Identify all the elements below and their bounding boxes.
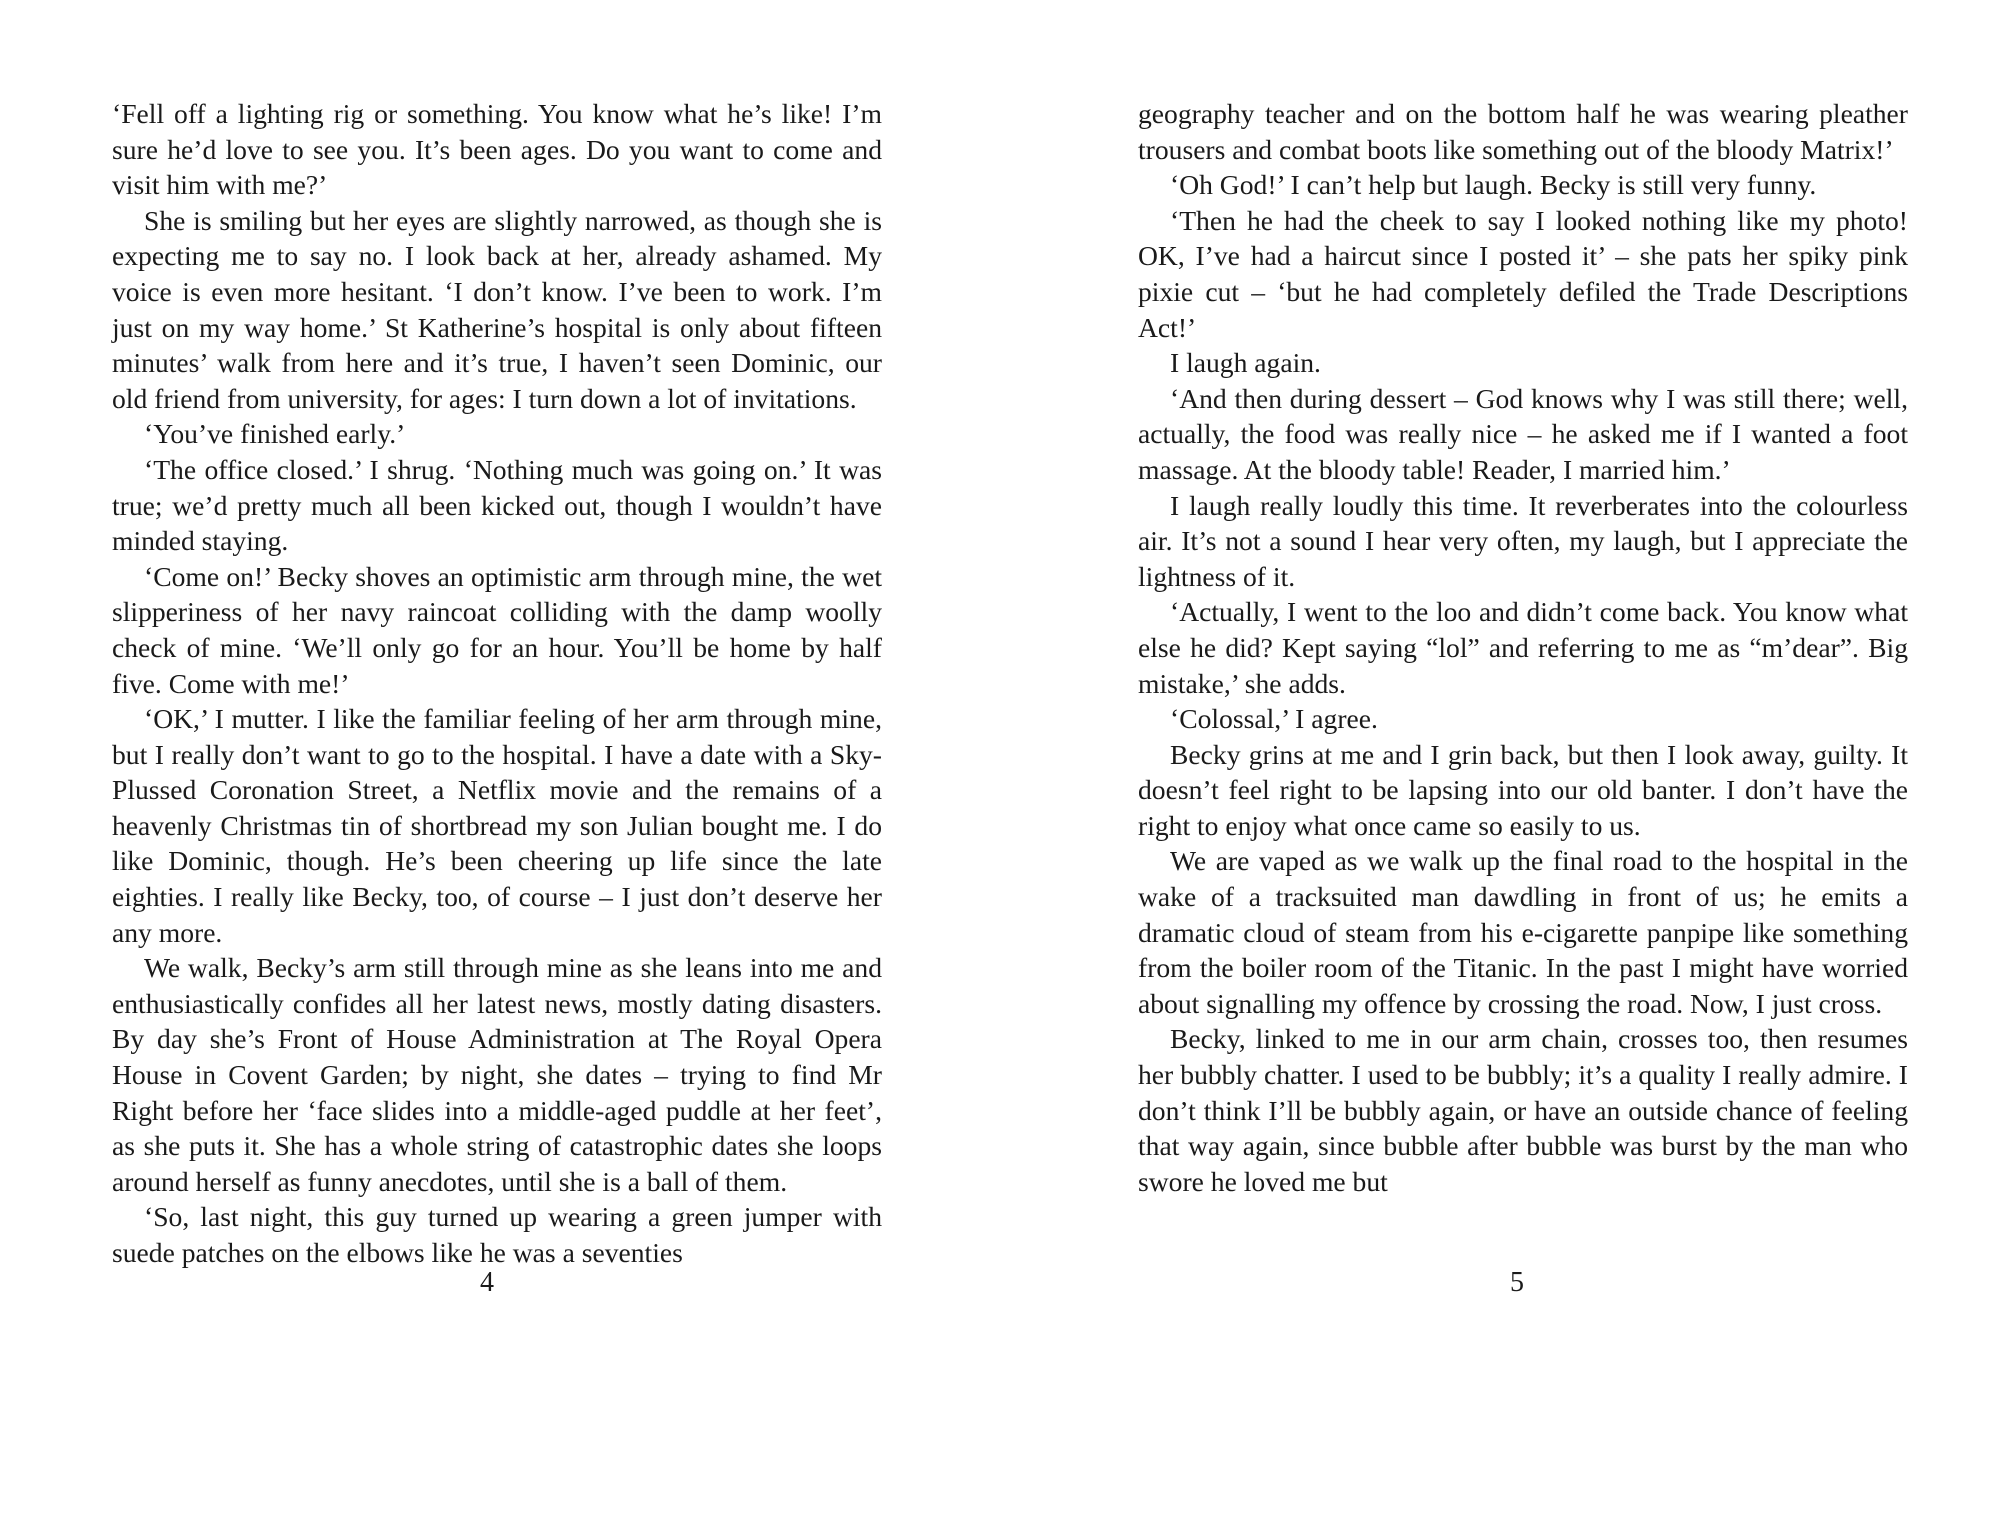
paragraph: ‘So, last night, this guy turned up wearing a green jumper with suede patches on the elbows like he was a seventies xyxy=(112,1201,882,1268)
paragraph: She is smiling but her eyes are slightly narrowed, as though she is expecting me to say no. I look back at her, already ashamed. My voice is even more hesitant. ‘I don’t know. I’ve been to work. I’m just on my way home.’ St Katherine’s hospital is only about fifteen minutes’ walk from here and it’s true, I haven’t seen Dominic, our old friend from university, for ages: I turn down a lot of invitations. xyxy=(112,204,882,414)
paragraph: ‘Colossal,’ I agree. xyxy=(1170,703,1378,735)
paragraph: I laugh really loudly this time. It reverberates into the colourless air. It’s not a sound I hear very often, my laugh, but I appreciate the lightness of it. xyxy=(1138,489,1908,592)
paragraph: geography teacher and on the bottom half he was wearing pleather trousers and combat boots like something out of the bloody Matrix!’ xyxy=(1138,98,1908,165)
paragraph: We walk, Becky’s arm still through mine as she leans into me and enthusiastically confides all her latest news, mostly dating disasters. By day she’s Front of House Administration at The Royal Opera House in Covent Garden; by night, she dates – trying to find Mr Right before her ‘face slides into a middle-aged puddle at her feet’, as she puts it. She has a whole string of catastrophic dates she loops around herself as funny anecdotes, until she is a ball of them. xyxy=(112,952,882,1197)
paragraph: ‘The office closed.’ I shrug. ‘Nothing much was going on.’ It was true; we’d pretty much all been kicked out, though I wouldn’t have minded staying. xyxy=(112,453,882,557)
left-page-text xyxy=(112,96,882,1271)
paragraph: ‘Come on!’ Becky shoves an optimistic arm through mine, the wet slipperiness of her navy raincoat colliding with the damp woolly check of mine. ‘We’ll only go for an hour. You’ll be home by half five. Come with me!’ xyxy=(112,560,882,699)
paragraph: ‘OK,’ I mutter. I like the familiar feeling of her arm through mine, but I really don’t want to go to the hospital. I have a date with a Sky-Plussed Coronation Street, a Netflix movie and the remains of a heavenly Christmas tin of shortbread my son Julian bought me. I do like Dominic, though. He’s been cheering up life since the late eighties. I really like Becky, too, of course – I just don’t deserve her any more. xyxy=(112,703,882,948)
paragraph: ‘You’ve finished early.’ xyxy=(144,418,406,450)
left-page xyxy=(112,96,882,1376)
paragraph: ‘Oh God!’ I can’t help but laugh. Becky is still very funny. xyxy=(1170,169,1817,201)
right-page-text xyxy=(1138,96,1908,1199)
paragraph: ‘And then during dessert – God knows why I was still there; well, actually, the food was really nice – he asked me if I wanted a foot massage. At the bloody table! Reader, I married him.’ xyxy=(1138,382,1908,485)
page-number-right: 5 xyxy=(1510,1267,1524,1298)
paragraph: We are vaped as we walk up the final road to the hospital in the wake of a tracksuited man dawdling in front of us; he emits a dramatic cloud of steam from his e-cigarette panpipe like something from the boiler room of the Titanic. In the past I might have worried about signalling my offence by crossing the road. Now, I just cross. xyxy=(1138,845,1908,1019)
paragraph: Becky, linked to me in our arm chain, crosses too, then resumes her bubbly chatter. I used to be bubbly; it’s a quality I really admire. I don’t think I’ll be bubbly again, or have an outside chance of feeling that way again, since bubble after bubble was burst by the man who swore he loved me but xyxy=(1138,1023,1908,1197)
paragraph: Becky grins at me and I grin back, but then I look away, guilty. It doesn’t feel right to be lapsing into our old banter. I don’t have the right to enjoy what once came so easily to us. xyxy=(1138,738,1908,841)
right-page xyxy=(1138,96,1908,1376)
paragraph: I laugh again. xyxy=(1170,347,1321,379)
paragraph: ‘Actually, I went to the loo and didn’t come back. You know what else he did? Kept saying “lol” and referring to me as “m’dear”. Big mistake,’ she adds. xyxy=(1138,596,1908,699)
page-number-left: 4 xyxy=(480,1267,494,1298)
paragraph: ‘Then he had the cheek to say I looked nothing like my photo! OK, I’ve had a haircut since I posted it’ – she pats her spiky pink pixie cut – ‘but he had completely defiled the Trade Descriptions Act!’ xyxy=(1138,204,1908,343)
paragraph: ‘Fell off a lighting rig or something. You know what he’s like! I’m sure he’d love to see you. It’s been ages. Do you want to come and visit him with me?’ xyxy=(112,98,882,201)
